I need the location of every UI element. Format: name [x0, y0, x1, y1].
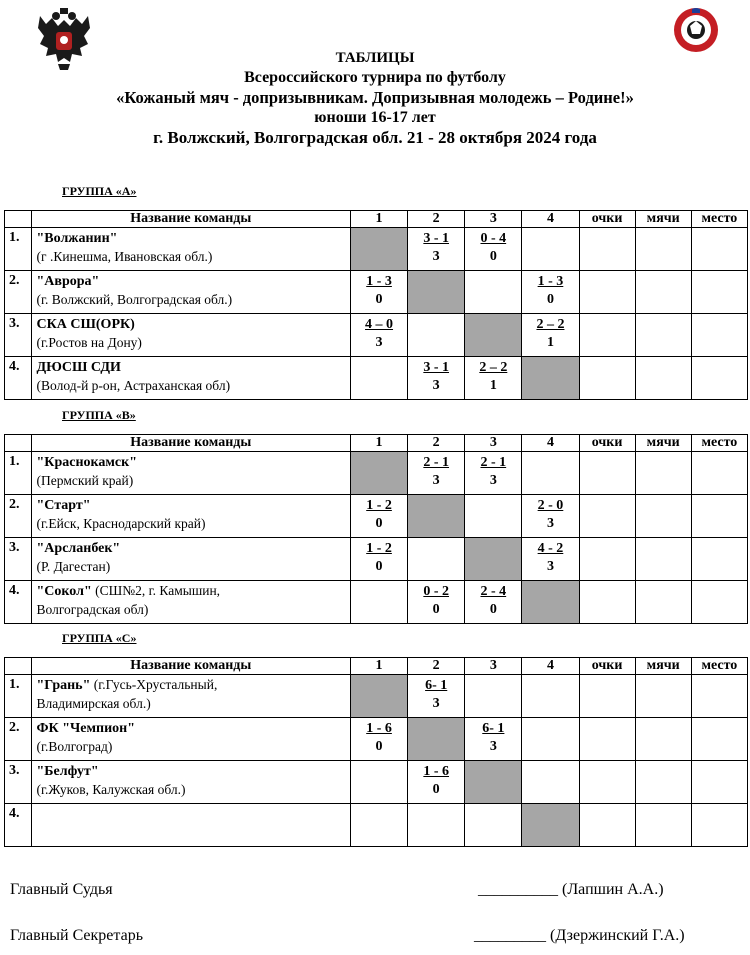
result-cell — [465, 495, 522, 538]
result-cell — [408, 314, 465, 357]
team-name-cell — [31, 495, 350, 538]
match-points: 0 — [489, 249, 497, 264]
result-cell — [408, 357, 465, 400]
match-points: 3 — [489, 739, 497, 754]
match-score: 2 – 2 — [479, 360, 508, 375]
header-place: место — [691, 211, 747, 228]
balls-cell — [635, 538, 691, 581]
team-location: (г.Волгоград) — [36, 739, 113, 754]
chief-judge-label: Главный Судья — [10, 881, 113, 898]
balls-cell — [635, 581, 691, 624]
group-a-label: ГРУППА «А» — [62, 184, 137, 198]
table-row — [5, 314, 748, 357]
team-number: 3. — [5, 761, 32, 804]
table-row — [5, 804, 748, 847]
group-a-table — [4, 210, 748, 400]
result-cell — [350, 804, 407, 847]
header-points: очки — [579, 211, 635, 228]
match-score: 4 – 0 — [365, 317, 394, 332]
header-balls: мячи — [635, 658, 691, 675]
result-cell — [465, 228, 522, 271]
team-location: (г.Жуков, Калужская обл.) — [36, 782, 186, 797]
diagonal-cell — [465, 761, 522, 804]
match-score: 2 – 2 — [536, 317, 565, 332]
team-location: (Р. Дагестан) — [36, 559, 111, 574]
team-name: "Старт" — [36, 498, 91, 513]
chief-secretary-signature: _________ (Дзержинский Г.А.) — [474, 927, 685, 944]
team-number: 4. — [5, 804, 32, 847]
result-cell — [465, 718, 522, 761]
team-name: ФК "Чемпион" — [36, 721, 135, 736]
balls-cell — [635, 228, 691, 271]
team-location: (г. Волжский, Волгоградская обл.) — [36, 292, 233, 307]
diagonal-cell — [350, 228, 407, 271]
result-cell — [408, 538, 465, 581]
title-line-1: ТАБЛИЦЫ — [335, 50, 415, 66]
match-points: 3 — [432, 696, 440, 711]
match-points: 0 — [375, 739, 383, 754]
place-cell — [691, 314, 747, 357]
balls-cell — [635, 804, 691, 847]
table-row — [5, 581, 748, 624]
result-cell — [465, 675, 522, 718]
place-cell — [691, 804, 747, 847]
team-name-cell — [31, 761, 350, 804]
result-cell — [408, 761, 465, 804]
header-col-1: 1 — [350, 211, 407, 228]
match-score: 3 - 1 — [423, 231, 450, 246]
team-number: 2. — [5, 271, 32, 314]
table-row — [5, 538, 748, 581]
header-col-3: 3 — [465, 658, 522, 675]
result-cell — [408, 228, 465, 271]
header-col-3: 3 — [465, 211, 522, 228]
result-cell — [465, 804, 522, 847]
result-cell — [522, 538, 579, 581]
result-cell — [465, 357, 522, 400]
result-cell — [350, 357, 407, 400]
result-cell — [522, 675, 579, 718]
header-row — [5, 435, 748, 452]
table-row — [5, 228, 748, 271]
match-points: 0 — [375, 292, 383, 307]
result-cell — [465, 271, 522, 314]
table-row — [5, 718, 748, 761]
diagonal-cell — [465, 314, 522, 357]
place-cell — [691, 538, 747, 581]
header-balls: мячи — [635, 211, 691, 228]
place-cell — [691, 357, 747, 400]
header-col-4: 4 — [522, 435, 579, 452]
points-cell — [579, 761, 635, 804]
header-place: место — [691, 435, 747, 452]
team-name-cell — [31, 538, 350, 581]
points-cell — [579, 271, 635, 314]
match-score: 2 - 1 — [480, 455, 507, 470]
header-num — [5, 211, 32, 228]
match-points: 1 — [489, 378, 497, 393]
team-extra: (СШ№2, г. Камышин, — [91, 583, 221, 598]
match-points: 3 — [546, 516, 554, 531]
place-cell — [691, 675, 747, 718]
team-location: (г .Кинешма, Ивановская обл.) — [36, 249, 213, 264]
result-cell — [350, 271, 407, 314]
match-points: 3 — [375, 335, 383, 350]
header-points: очки — [579, 658, 635, 675]
table-row — [5, 761, 748, 804]
result-cell — [350, 314, 407, 357]
team-location: (г.Ростов на Дону) — [36, 335, 142, 350]
team-name-cell — [31, 718, 350, 761]
team-name: СКА СШ(ОРК) — [36, 317, 135, 332]
diagonal-cell — [408, 718, 465, 761]
points-cell — [579, 314, 635, 357]
match-score: 1 - 2 — [366, 498, 392, 513]
header-col-3: 3 — [465, 435, 522, 452]
team-name-cell — [31, 675, 350, 718]
match-score: 2 - 4 — [480, 584, 507, 599]
table-row — [5, 675, 748, 718]
header-team-name: Название команды — [31, 211, 350, 228]
team-location: (Волод-й р-он, Астраханская обл) — [36, 378, 231, 393]
team-name: "Волжанин" — [36, 231, 118, 246]
diagonal-cell — [465, 538, 522, 581]
team-number: 3. — [5, 314, 32, 357]
header-row — [5, 658, 748, 675]
match-points: 3 — [432, 378, 440, 393]
header-col-1: 1 — [350, 435, 407, 452]
diagonal-cell — [408, 495, 465, 538]
balls-cell — [635, 271, 691, 314]
header-num — [5, 435, 32, 452]
match-score: 1 - 6 — [366, 721, 392, 736]
team-location: (г.Ейск, Краснодарский край) — [36, 516, 206, 531]
result-cell — [465, 452, 522, 495]
team-number: 1. — [5, 675, 32, 718]
result-cell — [350, 538, 407, 581]
diagonal-cell — [522, 357, 579, 400]
group-c-table — [4, 657, 748, 847]
place-cell — [691, 581, 747, 624]
match-points: 0 — [432, 602, 440, 617]
header-row — [5, 211, 748, 228]
team-name-cell — [31, 581, 350, 624]
points-cell — [579, 675, 635, 718]
result-cell — [522, 452, 579, 495]
team-extra: (г.Гусь-Хрустальный, — [90, 677, 218, 692]
match-points: 0 — [546, 292, 554, 307]
match-score: 6- 1 — [482, 721, 505, 736]
team-number: 1. — [5, 228, 32, 271]
table-row — [5, 452, 748, 495]
place-cell — [691, 718, 747, 761]
header-col-2: 2 — [408, 211, 465, 228]
diagonal-cell — [350, 452, 407, 495]
header-team-name: Название команды — [31, 435, 350, 452]
header-col-4: 4 — [522, 658, 579, 675]
balls-cell — [635, 761, 691, 804]
group-c-label: ГРУППА «С» — [62, 631, 137, 645]
match-points: 1 — [546, 335, 554, 350]
team-number: 3. — [5, 538, 32, 581]
table-row — [5, 357, 748, 400]
match-score: 6- 1 — [425, 678, 448, 693]
balls-cell — [635, 357, 691, 400]
header-balls: мячи — [635, 435, 691, 452]
match-score: 1 - 3 — [366, 274, 392, 289]
match-points: 3 — [432, 473, 440, 488]
team-name-cell — [31, 452, 350, 495]
header-col-1: 1 — [350, 658, 407, 675]
points-cell — [579, 452, 635, 495]
match-points: 3 — [546, 559, 554, 574]
chief-secretary-label: Главный Секретарь — [10, 927, 143, 944]
result-cell — [465, 581, 522, 624]
place-cell — [691, 452, 747, 495]
team-name-cell — [31, 357, 350, 400]
match-score: 1 - 2 — [366, 541, 392, 556]
title-line-2: Всероссийского турнира по футболу — [244, 69, 506, 86]
place-cell — [691, 761, 747, 804]
match-score: 4 - 2 — [537, 541, 564, 556]
header-col-2: 2 — [408, 435, 465, 452]
team-number: 4. — [5, 581, 32, 624]
match-score: 2 - 1 — [423, 455, 450, 470]
team-name: "Сокол" — [36, 584, 92, 599]
table-row — [5, 495, 748, 538]
match-points: 0 — [432, 782, 440, 797]
group-b-label: ГРУППА «В» — [62, 408, 136, 422]
points-cell — [579, 357, 635, 400]
header-col-2: 2 — [408, 658, 465, 675]
match-score: 1 - 6 — [423, 764, 450, 779]
match-points: 0 — [375, 559, 383, 574]
result-cell — [408, 581, 465, 624]
result-cell — [522, 718, 579, 761]
balls-cell — [635, 314, 691, 357]
balls-cell — [635, 718, 691, 761]
diagonal-cell — [522, 804, 579, 847]
diagonal-cell — [522, 581, 579, 624]
team-name: "Белфут" — [36, 764, 99, 779]
match-score: 0 - 2 — [423, 584, 450, 599]
points-cell — [579, 495, 635, 538]
group-b-table — [4, 434, 748, 624]
team-location: (Пермский край) — [36, 473, 134, 488]
place-cell — [691, 228, 747, 271]
result-cell — [350, 581, 407, 624]
result-cell — [350, 761, 407, 804]
team-name: "Грань" — [36, 678, 91, 693]
match-score: 2 - 0 — [537, 498, 564, 513]
match-points: 0 — [375, 516, 383, 531]
diagonal-cell — [408, 271, 465, 314]
match-points: 0 — [489, 602, 497, 617]
result-cell — [522, 495, 579, 538]
title-line-5: г. Волжский, Волгоградская обл. 21 - 28 октября 2024 года — [153, 128, 597, 147]
team-name: ДЮСШ СДИ — [36, 360, 121, 375]
team-location: Владимирская обл.) — [36, 696, 151, 711]
team-number: 2. — [5, 718, 32, 761]
points-cell — [579, 228, 635, 271]
place-cell — [691, 271, 747, 314]
header-col-4: 4 — [522, 211, 579, 228]
team-name: "Аврора" — [36, 274, 100, 289]
team-number: 1. — [5, 452, 32, 495]
result-cell — [350, 718, 407, 761]
chief-judge-signature: __________ (Лапшин А.А.) — [478, 881, 664, 898]
points-cell — [579, 538, 635, 581]
match-score: 3 - 1 — [423, 360, 450, 375]
team-name: "Краснокамск" — [36, 455, 137, 470]
match-score: 0 - 4 — [480, 231, 507, 246]
balls-cell — [635, 495, 691, 538]
result-cell — [350, 495, 407, 538]
title-block — [0, 48, 750, 148]
result-cell — [408, 452, 465, 495]
result-cell — [522, 314, 579, 357]
team-location: Волгоградская обл) — [36, 602, 149, 617]
match-score: 1 - 3 — [537, 274, 564, 289]
diagonal-cell — [350, 675, 407, 718]
header-num — [5, 658, 32, 675]
team-name: "Арсланбек" — [36, 541, 121, 556]
result-cell — [522, 761, 579, 804]
team-number: 4. — [5, 357, 32, 400]
table-row — [5, 271, 748, 314]
team-number: 2. — [5, 495, 32, 538]
header-place: место — [691, 658, 747, 675]
balls-cell — [635, 675, 691, 718]
result-cell — [408, 804, 465, 847]
team-name-cell — [31, 228, 350, 271]
place-cell — [691, 495, 747, 538]
header-points: очки — [579, 435, 635, 452]
result-cell — [522, 271, 579, 314]
title-line-3: «Кожаный мяч - допризывникам. Допризывная молодежь – Родине!» — [116, 88, 634, 107]
match-points: 3 — [432, 249, 440, 264]
title-line-4: юноши 16-17 лет — [314, 109, 436, 126]
team-name-cell — [31, 314, 350, 357]
match-points: 3 — [489, 473, 497, 488]
points-cell — [579, 804, 635, 847]
points-cell — [579, 718, 635, 761]
balls-cell — [635, 452, 691, 495]
result-cell — [522, 228, 579, 271]
team-name-cell — [31, 804, 350, 847]
team-name-cell — [31, 271, 350, 314]
points-cell — [579, 581, 635, 624]
header-team-name: Название команды — [31, 658, 350, 675]
result-cell — [408, 675, 465, 718]
